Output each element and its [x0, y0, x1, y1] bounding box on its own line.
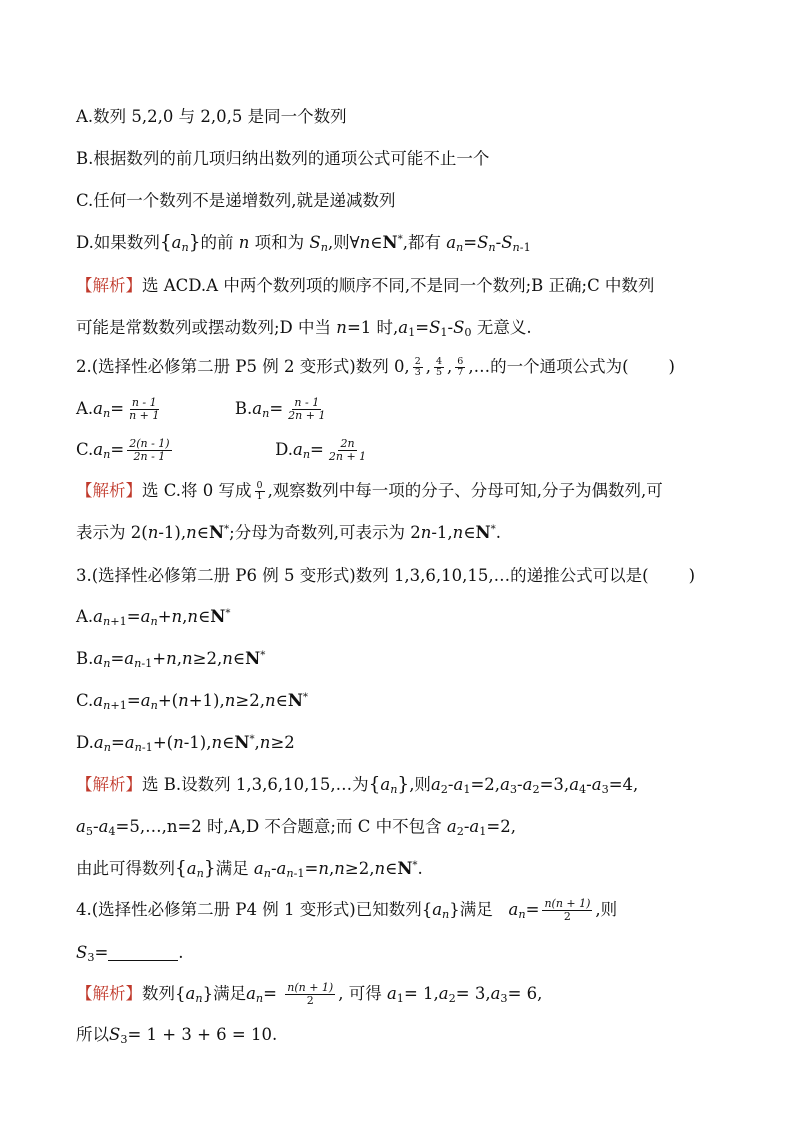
q2-explanation-line-1: 【解析】选 C.将 0 写成 $\frac{0}{1}$ ,观察数列中每一项的分子、分母可知,分子为偶数列,可: [76, 480, 663, 502]
q3-option-a: $A.a_{n+1}=a_n+n,n\in N^*$: [76, 607, 231, 629]
q1-option-b: B.根据数列的前几项归纳出数列的通项公式可能不止一个: [76, 149, 490, 168]
q4-stem-line-2: $S_3=$ .: [76, 943, 184, 965]
q2-option-d: $D.a_n=$ $\frac{2n}{2n + 1}$: [275, 437, 367, 463]
q1-option-d: D.如果数列$\{a_n\}$的前 n 项和为 $S_n$,则∀n∈N*,都有 $a_n=S_n-S_{n-1}$: [76, 232, 531, 255]
seq-fraction-2: $\frac{4}{5}$: [435, 356, 443, 378]
q1-explanation-line-2: 可能是常数数列或摆动数列;D 中当 n=1 时$,a_1=S_1-S_0$ 无意义.: [76, 318, 532, 340]
q2-stem: 2.(选择性必修第二册 P5 例 2 变形式)数列 0, $\frac{2}{3}$ , $\frac{4}{5}$ , $\frac{6}{7}$ ,…的一个通项公式为( ): [76, 356, 675, 378]
q1-option-c: C.任何一个数列不是递增数列,就是递减数列: [76, 191, 396, 210]
q2-options-cd: [76, 438, 371, 463]
q3-explanation-line-2: $a_5-a_4=5,\dots,n=2$ 时,A,D 不合题意;而 C 中不包含 $a_2-a_1=2$,: [76, 817, 516, 839]
seq-fraction-1: $\frac{2}{3}$: [414, 356, 421, 378]
q3-explanation-line-1: 【解析】选 B.设数列 1,3,6,10,15,…为$\{a_n\}$,则$a_2-a_1=2,a_3-a_2=3,a_4-a_3=4$,: [76, 774, 639, 797]
answer-blank[interactable]: [108, 946, 178, 961]
q2-option-a: $A.a_n=$ $\frac{n - 1}{n + 1}$: [76, 396, 160, 422]
seq-fraction-3: $\frac{6}{7}$: [457, 356, 464, 378]
q3-option-d: $D.a_n=a_{n-1}+(n-1),n\in N^*,n\ge 2$: [76, 733, 295, 755]
q3-stem: 3.(选择性必修第二册 P6 例 5 变形式)数列 1,3,6,10,15,…的递推公式可以是( ): [76, 566, 696, 585]
q4-stem-line-1: 4.(选择性必修第二册 P4 例 1 变形式)已知数列$\{a_n\}$满足 $a_n=$ $\frac{n(n + 1)}{2}$ ,则: [76, 897, 618, 923]
q4-explanation-line-2: 所以$S_3= 1 + 3 + 6 = 10$.: [76, 1025, 278, 1047]
explanation-tag: 【解析】: [76, 481, 142, 500]
q2-options-ab: [76, 397, 330, 422]
q2-option-c: $C.a_n=$ $\frac{2(n - 1)}{2n - 1}$: [76, 437, 170, 463]
q2-explanation-line-2: 表示为 2(n-1),n∈N*;分母为奇数列,可表示为 2n-1,n∈N*.: [76, 523, 501, 542]
q3-option-c: $C.a_{n+1}=a_n+(n+1),n\ge 2,n\in N^*$: [76, 691, 309, 713]
q4-explanation-line-1: 【解析】数列$\{a_n\}$满足$a_n=$ $\frac{n(n + 1)}{2}$ , 可得 $a_1= 1,a_2= 3,a_3= 6$,: [76, 981, 543, 1007]
q1-option-a: A.数列 5,2,0 与 2,0,5 是同一个数列: [76, 107, 347, 126]
q2-option-b: $B.a_n=$ $\frac{n - 1}{2n + 1}$: [234, 396, 326, 422]
q3-option-b: $B.a_n=a_{n-1}+n,n\ge 2,n\in N^*$: [76, 649, 266, 671]
q3-explanation-line-3: 由此可得数列$\{a_n\}$满足 $a_n-a_{n-1}=n,n\ge 2,n\in N^*$.: [76, 858, 423, 881]
q1-explanation-line-1: 【解析】选 ACD.A 中两个数列项的顺序不同,不是同一个数列;B 正确;C 中数列: [76, 276, 655, 295]
explanation-tag: 【解析】: [76, 984, 142, 1003]
explanation-tag: 【解析】: [76, 276, 142, 295]
explanation-tag: 【解析】: [76, 775, 142, 794]
